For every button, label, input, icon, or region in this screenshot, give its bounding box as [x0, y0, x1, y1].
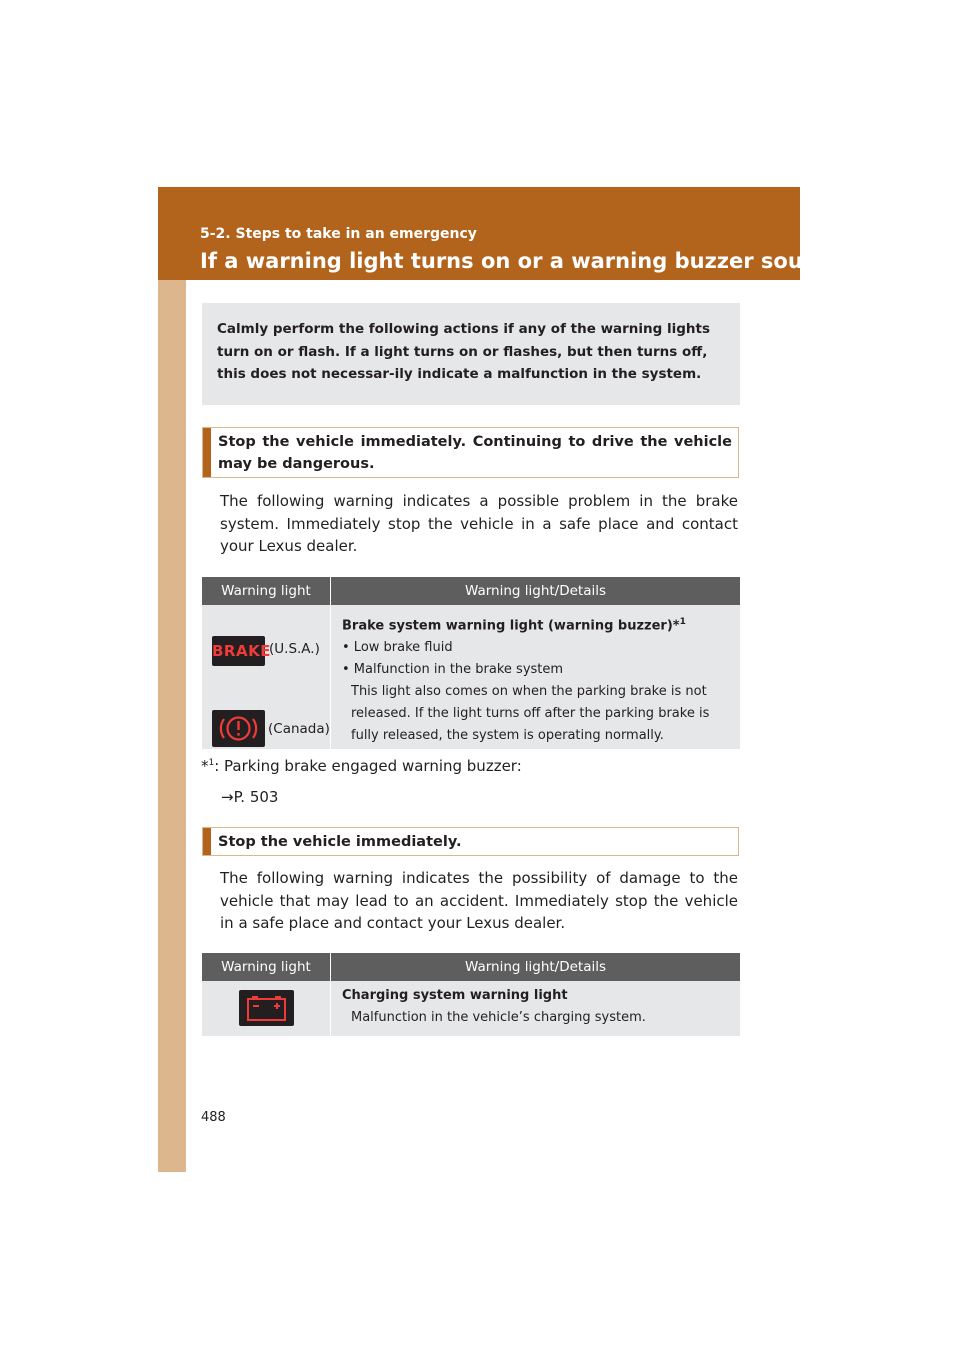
table-row	[202, 605, 740, 749]
label-canada: (Canada)	[268, 721, 330, 737]
footnote-number: 1	[208, 758, 215, 768]
details-cell	[331, 981, 740, 1036]
table-header	[202, 577, 740, 605]
brake-warning-table	[202, 577, 740, 749]
section1-body: The following warning indicates a possible problem in the brake system. Immediately stop the vehicle in a safe place and contact your Lexus dealer.	[220, 492, 738, 555]
footnote-mark: *	[201, 757, 209, 775]
callout-accent-bar	[203, 828, 211, 855]
col-header-details: Warning light/Details	[464, 583, 607, 599]
section-label: 5-2. Steps to take in an emergency	[200, 226, 477, 242]
bullet-low-brake-fluid: • Low brake fluid	[342, 640, 453, 656]
details-cell	[331, 605, 740, 749]
footnote-text: : Parking brake engaged warning buzzer:	[214, 757, 522, 775]
table-header	[202, 953, 740, 981]
page-number: 488	[201, 1110, 226, 1125]
warning-light-cell	[202, 605, 331, 749]
col-header-warning-light: Warning light	[202, 577, 331, 605]
table-row	[202, 981, 740, 1036]
parking-brake-note: This light also comes on when the parking brake is not released. If the light turns off after the parking brake is fully released, the system is operating normally.	[351, 684, 710, 744]
brake-light-title	[342, 611, 730, 637]
section2-body: The following warning indicates the possibility of damage to the vehicle that may lead to an accident. Immediately stop the vehicle in a safe place and contact your Lexus dealer.	[220, 869, 738, 932]
callout-heading: Stop the vehicle immediately. Continuing to drive the vehicle may be dangerous.	[218, 434, 732, 472]
charging-light-detail: Malfunction in the vehicle’s charging system.	[351, 1010, 646, 1025]
page-title: If a warning light turns on or a warning buzzer sounds...	[200, 249, 870, 273]
brake-circle-warning-icon	[212, 710, 265, 747]
intro-box	[202, 303, 740, 405]
brake-icon-text: BRAKE	[212, 642, 271, 660]
col-header-details: Warning light/Details	[464, 959, 607, 975]
bullet-brake-malfunction: • Malfunction in the brake system	[342, 662, 564, 678]
footnote	[201, 757, 522, 775]
callout-accent-bar	[203, 428, 211, 477]
callout-heading: Stop the vehicle immediately.	[218, 834, 462, 850]
page-reference-link[interactable]: →P. 503	[221, 788, 279, 806]
footnote-superscript: 1	[679, 617, 686, 627]
brake-light-title-text: Brake system warning light (warning buzzer)*	[342, 618, 680, 634]
callout-stop-dangerous	[202, 427, 739, 478]
charging-light-title: Charging system warning light	[342, 988, 568, 1003]
side-tab-strip	[158, 280, 186, 1172]
label-usa: (U.S.A.)	[269, 641, 320, 657]
warning-light-cell	[202, 981, 331, 1036]
charging-warning-table	[202, 953, 740, 1036]
battery-warning-icon	[239, 990, 294, 1026]
chapter-header	[158, 187, 870, 280]
col-header-warning-light: Warning light	[202, 953, 331, 981]
callout-stop-immediately	[202, 827, 739, 856]
brake-warning-icon	[212, 636, 271, 666]
intro-text: Calmly perform the following actions if any of the warning lights turn on or flash. If a light turns on or flashes, but then turns off, this does not necessar-ily indicate a malfunction in the system.	[217, 321, 711, 382]
